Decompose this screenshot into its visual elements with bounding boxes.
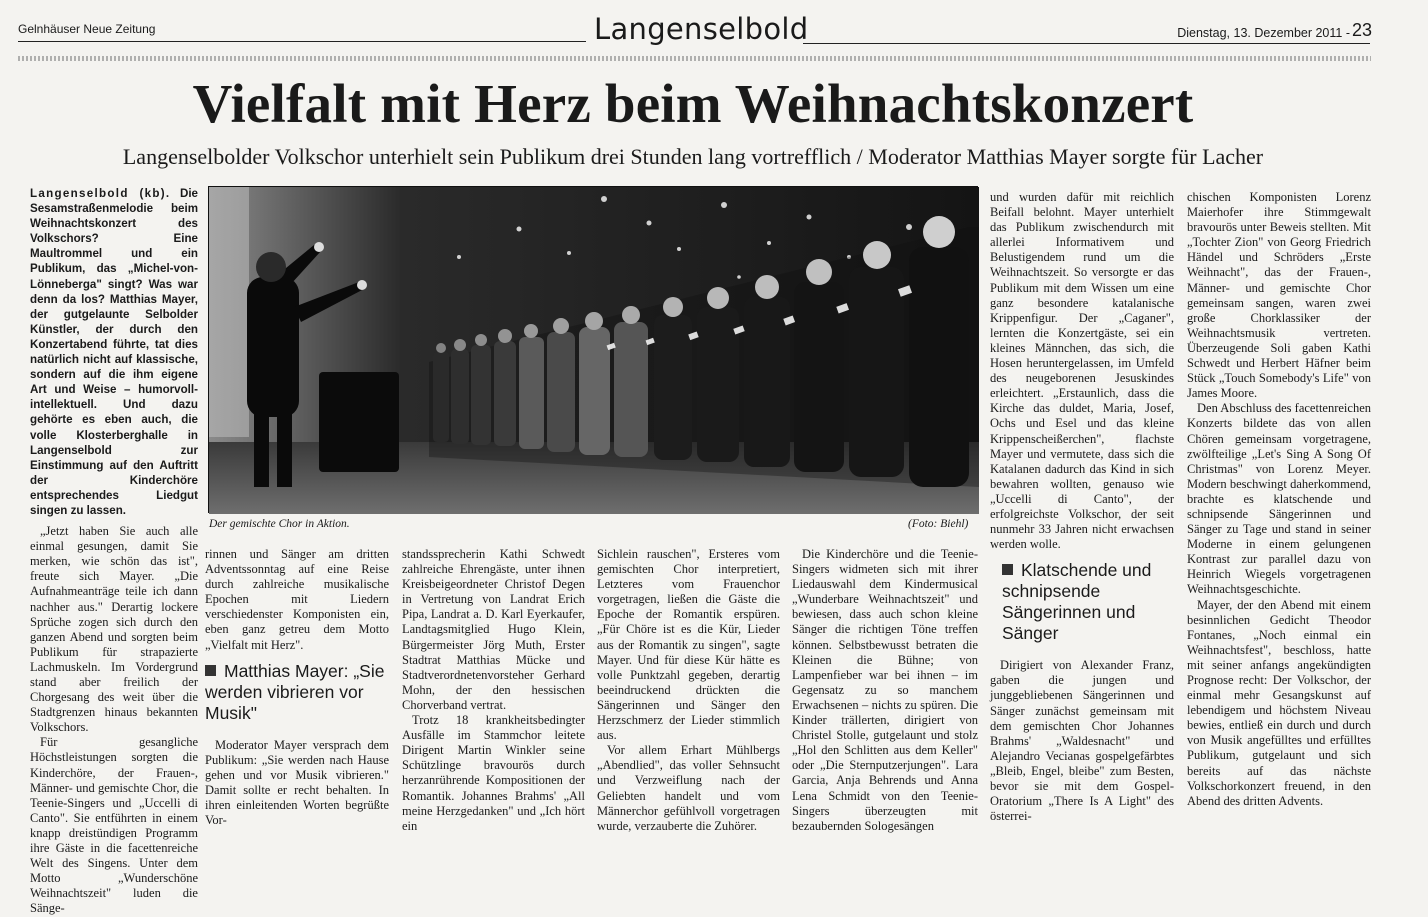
body-paragraph: chischen Komponisten Lorenz Maierhofer ihre Stimmgewalt bravourös unter Beweis stellten. Mit „Tochter Zion" von Georg Friedrich Händel und Schröders „Erste Weihnacht", das der Frauen-, Männer- und gemischte Chor gemeinsam sangen, waren zwei große Chorklassiker der Weihnachtsmusik vertreten. Überzeugende Soli gaben Kathi Schwedt und Herbert Häfner beim Stück „Touch Somebody's Life" von James Moore.	[1187, 190, 1371, 401]
body-paragraph: Mayer, der den Abend mit einem besinnlichen Gedicht Theodor Fontanes, „Noch einmal ein Weihnachtsfest", beschloss, hatte mit seiner anfangs angekündigten Prognose recht: Der Volkschor, der einmal mehr Gesangskunst auf lebendigem und höchstem Niveau bewies, entließ ein durch und durch von Musik angefülltes und erfülltes Publikum, gutgelaunt und sich bereits auf das nächste Volkschorkonzert freuend, in den Abend des dritten Advents.	[1187, 597, 1371, 808]
body-paragraph: und wurden dafür mit reichlich Beifall belohnt. Mayer unterhielt das Publikum zwischendurch mit allerlei Informativem und Belustigendem rund um die Weihnachtszeit. So versorgte er das Publikum mit dem Wissen um eine ganz besondere katalanische Krippenfigur. Der „Caganer", lernten die Konzertgäste, sei ein kleines Männchen, das sich, die Hosen heruntergelassen, im Umfeld des neugeborenen Jesuskindes erleichtert. „Erstaunlich, dass die Kirche das duldet, Maria, Josef, Ochs und Esel und das kleine Krippenscheißerchen", flachste Mayer und vermutete, dass sich die Katalanen dadurch das Kind in sich bewahren wollten, genauso wie „Uccelli di Canto", der erfolgreichste Volkschor, der seit nunmehr 33 Jahren nicht erwachsen werden wolle.	[990, 190, 1174, 552]
choir-photo	[208, 186, 978, 513]
body-paragraph: Für gesangliche Höchstleistungen sorgten die Kinderchöre, der Frauen-, Männer- und gemischte Chor, die Teenie-Singers und „Uccelli di Canto". Sie entführten in einem knapp dreistündigen Programm ihre Gäste in die facettenreiche Welt des Singens. Unter dem Motto „Wunderschöne Weihnachtszeit" luden die Sänge-	[30, 735, 198, 916]
column-3	[402, 547, 585, 834]
body-paragraph: Moderator Mayer versprach dem Publikum: „Sie werden nach Hause gehen und vor Musik vibrieren." Damit sollte er recht behalten. In ihren einleitenden Worten begrüßte Vor-	[205, 737, 389, 828]
photo-caption: Der gemischte Chor in Aktion.	[209, 518, 350, 530]
crosshead-square-icon	[1002, 564, 1013, 575]
photo-credit: (Foto: Biehl)	[908, 518, 969, 530]
body-paragraph: Die Kinderchöre und die Teenie-Singers widmeten sich mit ihrer Liedauswahl dem Kindermusical „Wunderbare Weihnachtszeit" und bewiesen, dass auch schon kleine Sänger die richtigen Töne treffen können. Selbstbewusst betraten die Kleinen die Bühne; von Lampenfieber war bei ihnen – im Gegensatz zu so manchem Erwachsenen – nichts zu spüren. Die Kinder trällerten, dirigiert von Christel Stolle, gutgelaunt und stolz „Hol den Schlitten aus dem Keller" oder „Die Sternputzerjungen". Lara Garcia, Anja Behrends und Anna Lena Schmidt von den Teenie-Singers überzeugten mit bezaubernden Sologesängen	[792, 547, 978, 833]
crosshead-klatschende	[1002, 560, 1174, 644]
newspaper-name: Gelnhäuser Neue Zeitung	[18, 22, 156, 36]
lead-text: Die Sesamstraßenmelodie beim Weihnachtskonzert des Volkschors? Eine Maultrommel und ein Publikum, das „Michel-von-Lönneberga" singt? Was war denn da los? Matthias Mayer, der gutgelaunte Selbolder Künstler, der durch den Konzertabend führte, tat dies natürlich nicht auf klassische, sondern auf die ihm eigene Art und Weise – humorvoll-intellektuell. Und dazu gehörte es eben auch, die volle Klosterberghalle in Langenselbold zur Einstimmung auf den Auftritt der Kinderchöre entsprechendes Liedgut singen zu lassen.	[30, 187, 198, 517]
dateline: Langenselbold (kb).	[30, 187, 171, 200]
choir-photo-image	[209, 187, 979, 514]
header-rule-left	[18, 41, 586, 42]
crosshead-text: Matthias Mayer: „Sie werden vibrieren vor Musik"	[205, 660, 385, 723]
body-paragraph: Sichlein rauschen", Ersteres vom gemischten Chor interpretiert, Letzteres vom Frauenchor vorgetragen, ließen die Gäste die Epoche der Romantik erspüren. „Für Chöre ist es die Kür, Lieder aus der Romantik zu singen", sagte Mayer. Und für diese Kür hätte es volle Punktzahl gegeben, derartig beeindruckend drückten die Sängerinnen und Sänger den Herzschmerz der Lieder stimmlich aus.	[597, 547, 780, 743]
body-paragraph: „Jetzt haben Sie auch alle einmal gesungen, damit Sie merken, wie schön das ist", freute sich Mayer. „Die Aufnahmeanträge teile ich dann nachher aus." Derartig lockere Sprüche zogen sich durch den ganzen Abend und sorgten beim Publikum für strapazierte Lachmuskeln. Im Vordergrund stand aber freilich der Chorgesang des weit über die Stadtgrenzen hinaus bekannten Volkschors.	[30, 524, 198, 735]
section-title: Langenselbold	[594, 12, 809, 46]
header-rule-right	[803, 43, 1370, 44]
lead-paragraph	[30, 186, 198, 518]
body-paragraph: Dirigiert von Alexander Franz, gaben die jungen und junggebliebenen Sängerinnen und Sänger zunächst gemeinsam mit dem gemischten Chor Johannes Brahms' „Waldesnacht" und Alejandro Vecianas gospelgefärbtes „Bleib, Engel, bleibe" zum Besten, bevor sie mit dem Gospel-Oratorium „There Is A Light" des österrei-	[990, 658, 1174, 824]
body-paragraph: rinnen und Sänger am dritten Adventssonntag auf eine Reise durch zahlreiche musikalische Epochen mit Liedern verschiedenster Komponisten ein, eben ganz getreu dem Motto „Vielfalt mit Herz".	[205, 547, 389, 652]
body-paragraph: Den Abschluss des facettenreichen Konzerts bildete das von allen Chören gemeinsam vorgetragene, zwölfteilige „Let's Sing A Song Of Christmas" von Lorenz Meyer. Modern beschwingt daherkommend, brachte es klatschende und schnipsende Sängerinnen und Sänger zu Tage und stand in seiner Moderne in einem gelungenen Kontrast zur parallel dazu von Heinrich Wiegels vorgetragenen Weihnachtsgeschichte.	[1187, 401, 1371, 597]
header-dotted-rule	[18, 56, 1371, 61]
crosshead-mayer	[205, 661, 389, 724]
article-headline: Vielfalt mit Herz beim Weihnachtskonzert	[192, 73, 1194, 134]
column-6	[990, 190, 1174, 824]
column-7	[1187, 190, 1371, 809]
page-number: 23	[1351, 20, 1372, 40]
column-1	[30, 186, 198, 917]
issue-date: Dienstag, 13. Dezember 2011 -	[1177, 26, 1350, 40]
column-2	[205, 547, 389, 828]
body-paragraph: Trotz 18 krankheitsbedingter Ausfälle im Stammchor leitete Dirigent Martin Winkler seine Schützlinge bravourös durch herzanrührende Kompositionen der Romantik. Johannes Brahms' „All meine Herzgedanken" und „Ich hört ein	[402, 713, 585, 833]
column-5	[792, 547, 978, 834]
body-paragraph: standssprecherin Kathi Schwedt zahlreiche Ehrengäste, unter ihnen Kreisbeigeordneter Christof Degen in Vertretung von Landrat Erich Pipa, Landrat a. D. Karl Eyerkaufer, Landtagsmitglied Hugo Klein, Bürgermeister Jörg Muth, Erster Stadtrat Matthias Mücke und Stadtverordnetenvorsteher Gerhard Mohn, der den hessischen Chorverband vertrat.	[402, 547, 585, 712]
body-paragraph: Vor allem Erhart Mühlbergs „Abendlied", das voller Sehnsucht und Verzweiflung nach der Geliebten handelt und vom Männerchor gefühlvoll vorgetragen wurde, verzauberte die Zuhörer.	[597, 743, 780, 833]
column-4	[597, 547, 780, 834]
crosshead-square-icon	[205, 665, 216, 676]
crosshead-text: Klatschende und schnipsende Sängerinnen und Sänger	[1002, 560, 1152, 644]
article-subhead: Langenselbolder Volkschor unterhielt sein Publikum drei Stunden lang vortrefflich / Moderator Matthias Mayer sorgte für Lacher	[122, 144, 1264, 169]
